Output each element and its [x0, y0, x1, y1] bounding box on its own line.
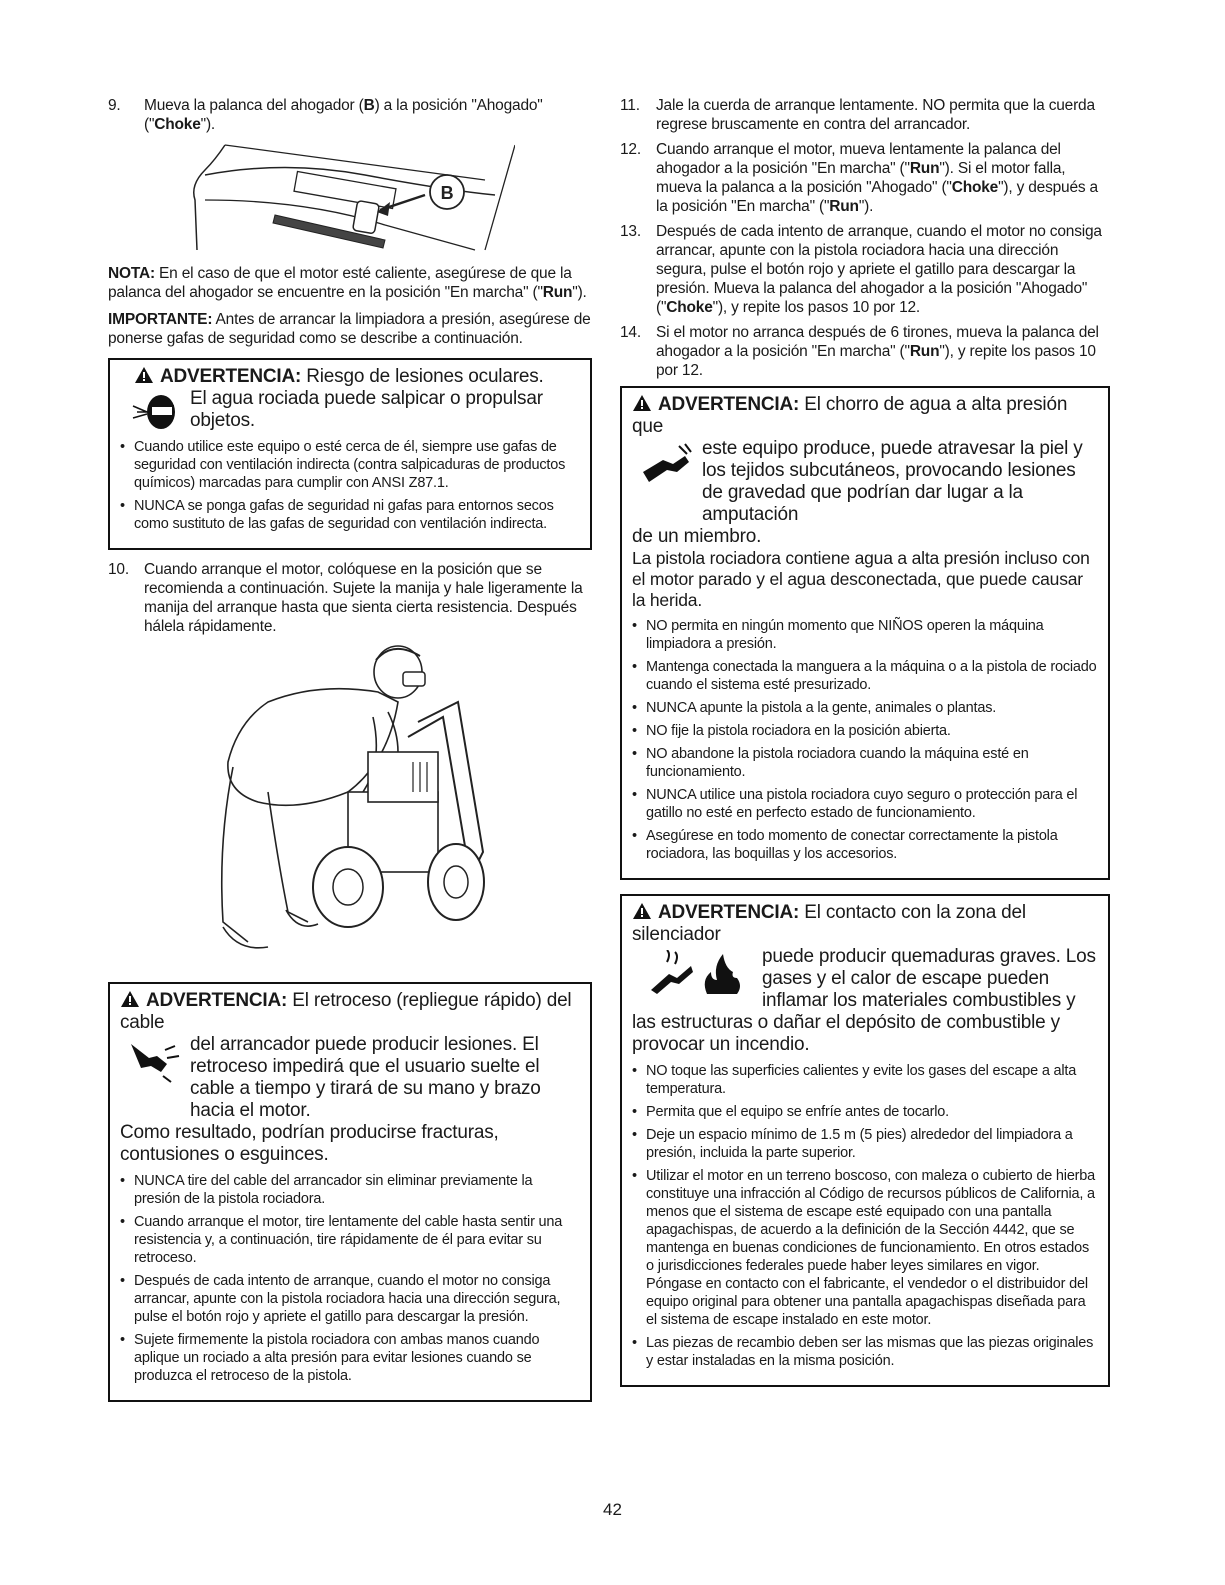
- warning-title: ADVERTENCIA: El chorro de agua a alta presión que: [632, 394, 1068, 437]
- step-text: Si el motor no arranca después de 6 tirones, mueva la palanca del ahogador a la posición "En marcha" ("Run"), y repite los pasos 10 por 12.: [656, 324, 1099, 379]
- warning-box-recoil: [108, 982, 592, 1402]
- list-item: • NO permita en ningún momento que NIÑOS operen la máquina limpiadora a presión.: [632, 617, 1098, 653]
- step-number: 10.: [108, 561, 129, 578]
- step-12: [620, 140, 1110, 216]
- list-item: • Las piezas de recambio deben ser las mismas que las piezas originales y estar instaladas en la misma posición.: [632, 1334, 1098, 1370]
- step-number: 11.: [620, 97, 640, 114]
- warning-lead-text: puede producir quemaduras graves. Los gases y el calor de escape pueden inflamar los materiales combustibles y: [762, 946, 1096, 1011]
- warning-triangle-icon: [632, 394, 652, 412]
- list-item: • Después de cada intento de arranque, cuando el motor no consiga arrancar, apunte con la pistola rociadora hacia una dirección segura, pulse el botón rojo y apriete el gatillo para descargar la presión.: [120, 1272, 580, 1326]
- step-number: 12.: [620, 141, 641, 158]
- list-item: • NO fije la pistola rociadora en la posición abierta.: [632, 722, 1098, 740]
- warning-lead-text: del arrancador puede producir lesiones. El retroceso impedirá que el usuario suelte el cable a tiempo y tirará de su mano y brazo hacia el motor.: [190, 1034, 541, 1121]
- warning-bullet-list: [632, 1062, 1098, 1370]
- list-item: • NO toque las superficies calientes y evite los gases del escape a alta temperatura.: [632, 1062, 1098, 1098]
- list-item: • NUNCA se ponga gafas de seguridad ni gafas para entornos secos como sustituto de las gafas de seguridad con ventilación indirecta.: [120, 497, 580, 533]
- warning-triangle-icon: [120, 990, 140, 1008]
- step-9: [108, 96, 592, 134]
- list-item: • Permita que el equipo se enfríe antes de tocarlo.: [632, 1103, 1098, 1121]
- step-text: Cuando arranque el motor, colóquese en la posición que se recomienda a continuación. Sujete la manija y hale ligeramente la manija del arranque hasta que sienta cierta resistencia. Después hálela rápidamente.: [144, 561, 583, 635]
- list-item: • NUNCA utilice una pistola rociadora cuyo seguro o protección para el gatillo no esté en perfecto estado de funcionamiento.: [632, 786, 1098, 822]
- step-text: Jale la cuerda de arranque lentamente. NO permita que la cuerda regrese bruscamente en contra del arrancador.: [656, 97, 1095, 133]
- eye-protection-icon: [131, 392, 179, 432]
- list-item: • Sujete firmemente la pistola rociadora con ambas manos cuando aplique un rociado a alta presión para evitar lesiones cuando se produzca el retroceso de la pistola.: [120, 1331, 580, 1385]
- step-number: 14.: [620, 324, 641, 341]
- warning-box-high-pressure: [620, 386, 1110, 880]
- right-column: [620, 96, 1110, 1387]
- warning-title: ADVERTENCIA: Riesgo de lesiones oculares.: [120, 366, 580, 388]
- list-item: • Asegúrese en todo momento de conectar correctamente la pistola rociadora, las boquillas y los accesorios.: [632, 827, 1098, 863]
- list-item: • Utilizar el motor en un terreno boscoso, con maleza o cubierto de hierba constituye una infracción al Código de recursos públicos de California, a menos que el sistema de escape esté equipado con una pantalla apagachispas, de acuerdo a la definición de la Sección 4442, que se mantenga en buenas condiciones de funcionamiento. En otros estados o jurisdicciones federales puede haber leyes similares en vigor. Póngase en contacto con el fabricante, el vendedor o el distribuidor del equipo original para obtener una pantalla apagachispas diseñada para el sistema de escape instalado en este motor.: [632, 1167, 1098, 1329]
- importante-paragraph: IMPORTANTE: Antes de arrancar la limpiadora a presión, asegúrese de ponerse gafas de seguridad como se describe a continuación.: [108, 311, 591, 347]
- warning-triangle-icon: [632, 902, 652, 920]
- high-pressure-injection-icon: [639, 442, 695, 488]
- nota-paragraph: NOTA: En el caso de que el motor esté caliente, asegúrese de que la palanca del ahogador se encuentre en la posición "En marcha" ("Run").: [108, 265, 587, 301]
- list-item: • NO abandone la pistola rociadora cuando la máquina esté en funcionamiento.: [632, 745, 1098, 781]
- choke-lever-figure: [185, 140, 515, 258]
- hand-recoil-icon: [127, 1038, 183, 1084]
- step-13: [620, 222, 1110, 317]
- list-item: • Cuando arranque el motor, tire lentamente del cable hasta sentir una resistencia y, a continuación, tire rápidamente de él para evitar su retroceso.: [120, 1213, 580, 1267]
- list-item: • NUNCA tire del cable del arrancador sin eliminar previamente la presión de la pistola rociadora.: [120, 1172, 580, 1208]
- step-number: 9.: [108, 97, 121, 114]
- list-item: • NUNCA apunte la pistola a la gente, animales o plantas.: [632, 699, 1098, 717]
- step-text: Cuando arranque el motor, mueva lentamente la palanca del ahogador a la posición "En marcha" ("Run"). Si el motor falla, mueva la palanca a la posición "Ahogado" ("Choke"), y después a la posición "En marcha" ("Run").: [656, 141, 1098, 215]
- step-11: [620, 96, 1110, 134]
- warning-box-muffler: [620, 894, 1110, 1387]
- step-text: Mueva la palanca del ahogador (B) a la posición "Ahogado" ("Choke").: [144, 97, 543, 133]
- figure-b-label: B: [440, 183, 454, 203]
- warning-continued-text: de un miembro.: [632, 526, 762, 547]
- step-10: [108, 560, 592, 636]
- warning-continued-text: Como resultado, podrían producirse fracturas, contusiones o esguinces.: [120, 1122, 499, 1165]
- warning-triangle-icon: [134, 366, 154, 384]
- left-column: [108, 96, 592, 1402]
- step-14: [620, 323, 1110, 380]
- warning-continued-text: La pistola rociadora contiene agua a alta presión incluso con el motor parado y el agua desconectada, que puede causar la herida.: [632, 548, 1090, 610]
- page-number: 42: [603, 1500, 622, 1519]
- list-item: • Deje un espacio mínimo de 1.5 m (5 pies) alrededor del limpiadora a presión, incluida la parte superior.: [632, 1126, 1098, 1162]
- warning-bullet-list: [120, 438, 580, 533]
- warning-bullet-list: [632, 617, 1098, 863]
- warning-continued-text: las estructuras o dañar el depósito de combustible y provocar un incendio.: [632, 1012, 1060, 1055]
- warning-bullet-list: [120, 1172, 580, 1385]
- list-item: • Mantenga conectada la manguera a la máquina o a la pistola de rociado cuando el sistema esté presurizado.: [632, 658, 1098, 694]
- fire-icon: [697, 950, 747, 996]
- hot-surface-icon: [647, 950, 697, 996]
- warning-lead-text: El agua rociada puede salpicar o propulsar objetos.: [190, 388, 543, 431]
- warning-lead-text: este equipo produce, puede atravesar la piel y los tejidos subcutáneos, provocando lesiones de gravedad que podrían dar lugar a la amputación: [702, 438, 1083, 525]
- warning-title: ADVERTENCIA: El retroceso (repliegue rápido) del cable: [120, 990, 572, 1033]
- step-text: Después de cada intento de arranque, cuando el motor no consiga arrancar, apunte con la pistola rociadora hacia una dirección segura, pulse el botón rojo y apriete el gatillo para descargar la presión. Mueva la palanca del ahogador a la posición "Ahogado" ("Choke"), y repite los pasos 10 por 12.: [656, 223, 1102, 316]
- operator-starting-engine-figure: [198, 642, 498, 972]
- list-item: • Cuando utilice este equipo o esté cerca de él, siempre use gafas de seguridad con ventilación indirecta (contra salpicaduras de productos químicos) marcadas para cumplir con ANSI Z87.1.: [120, 438, 580, 492]
- warning-title: ADVERTENCIA: El contacto con la zona del silenciador: [632, 902, 1026, 945]
- warning-box-eye-injury: [108, 358, 592, 550]
- step-number: 13.: [620, 223, 641, 240]
